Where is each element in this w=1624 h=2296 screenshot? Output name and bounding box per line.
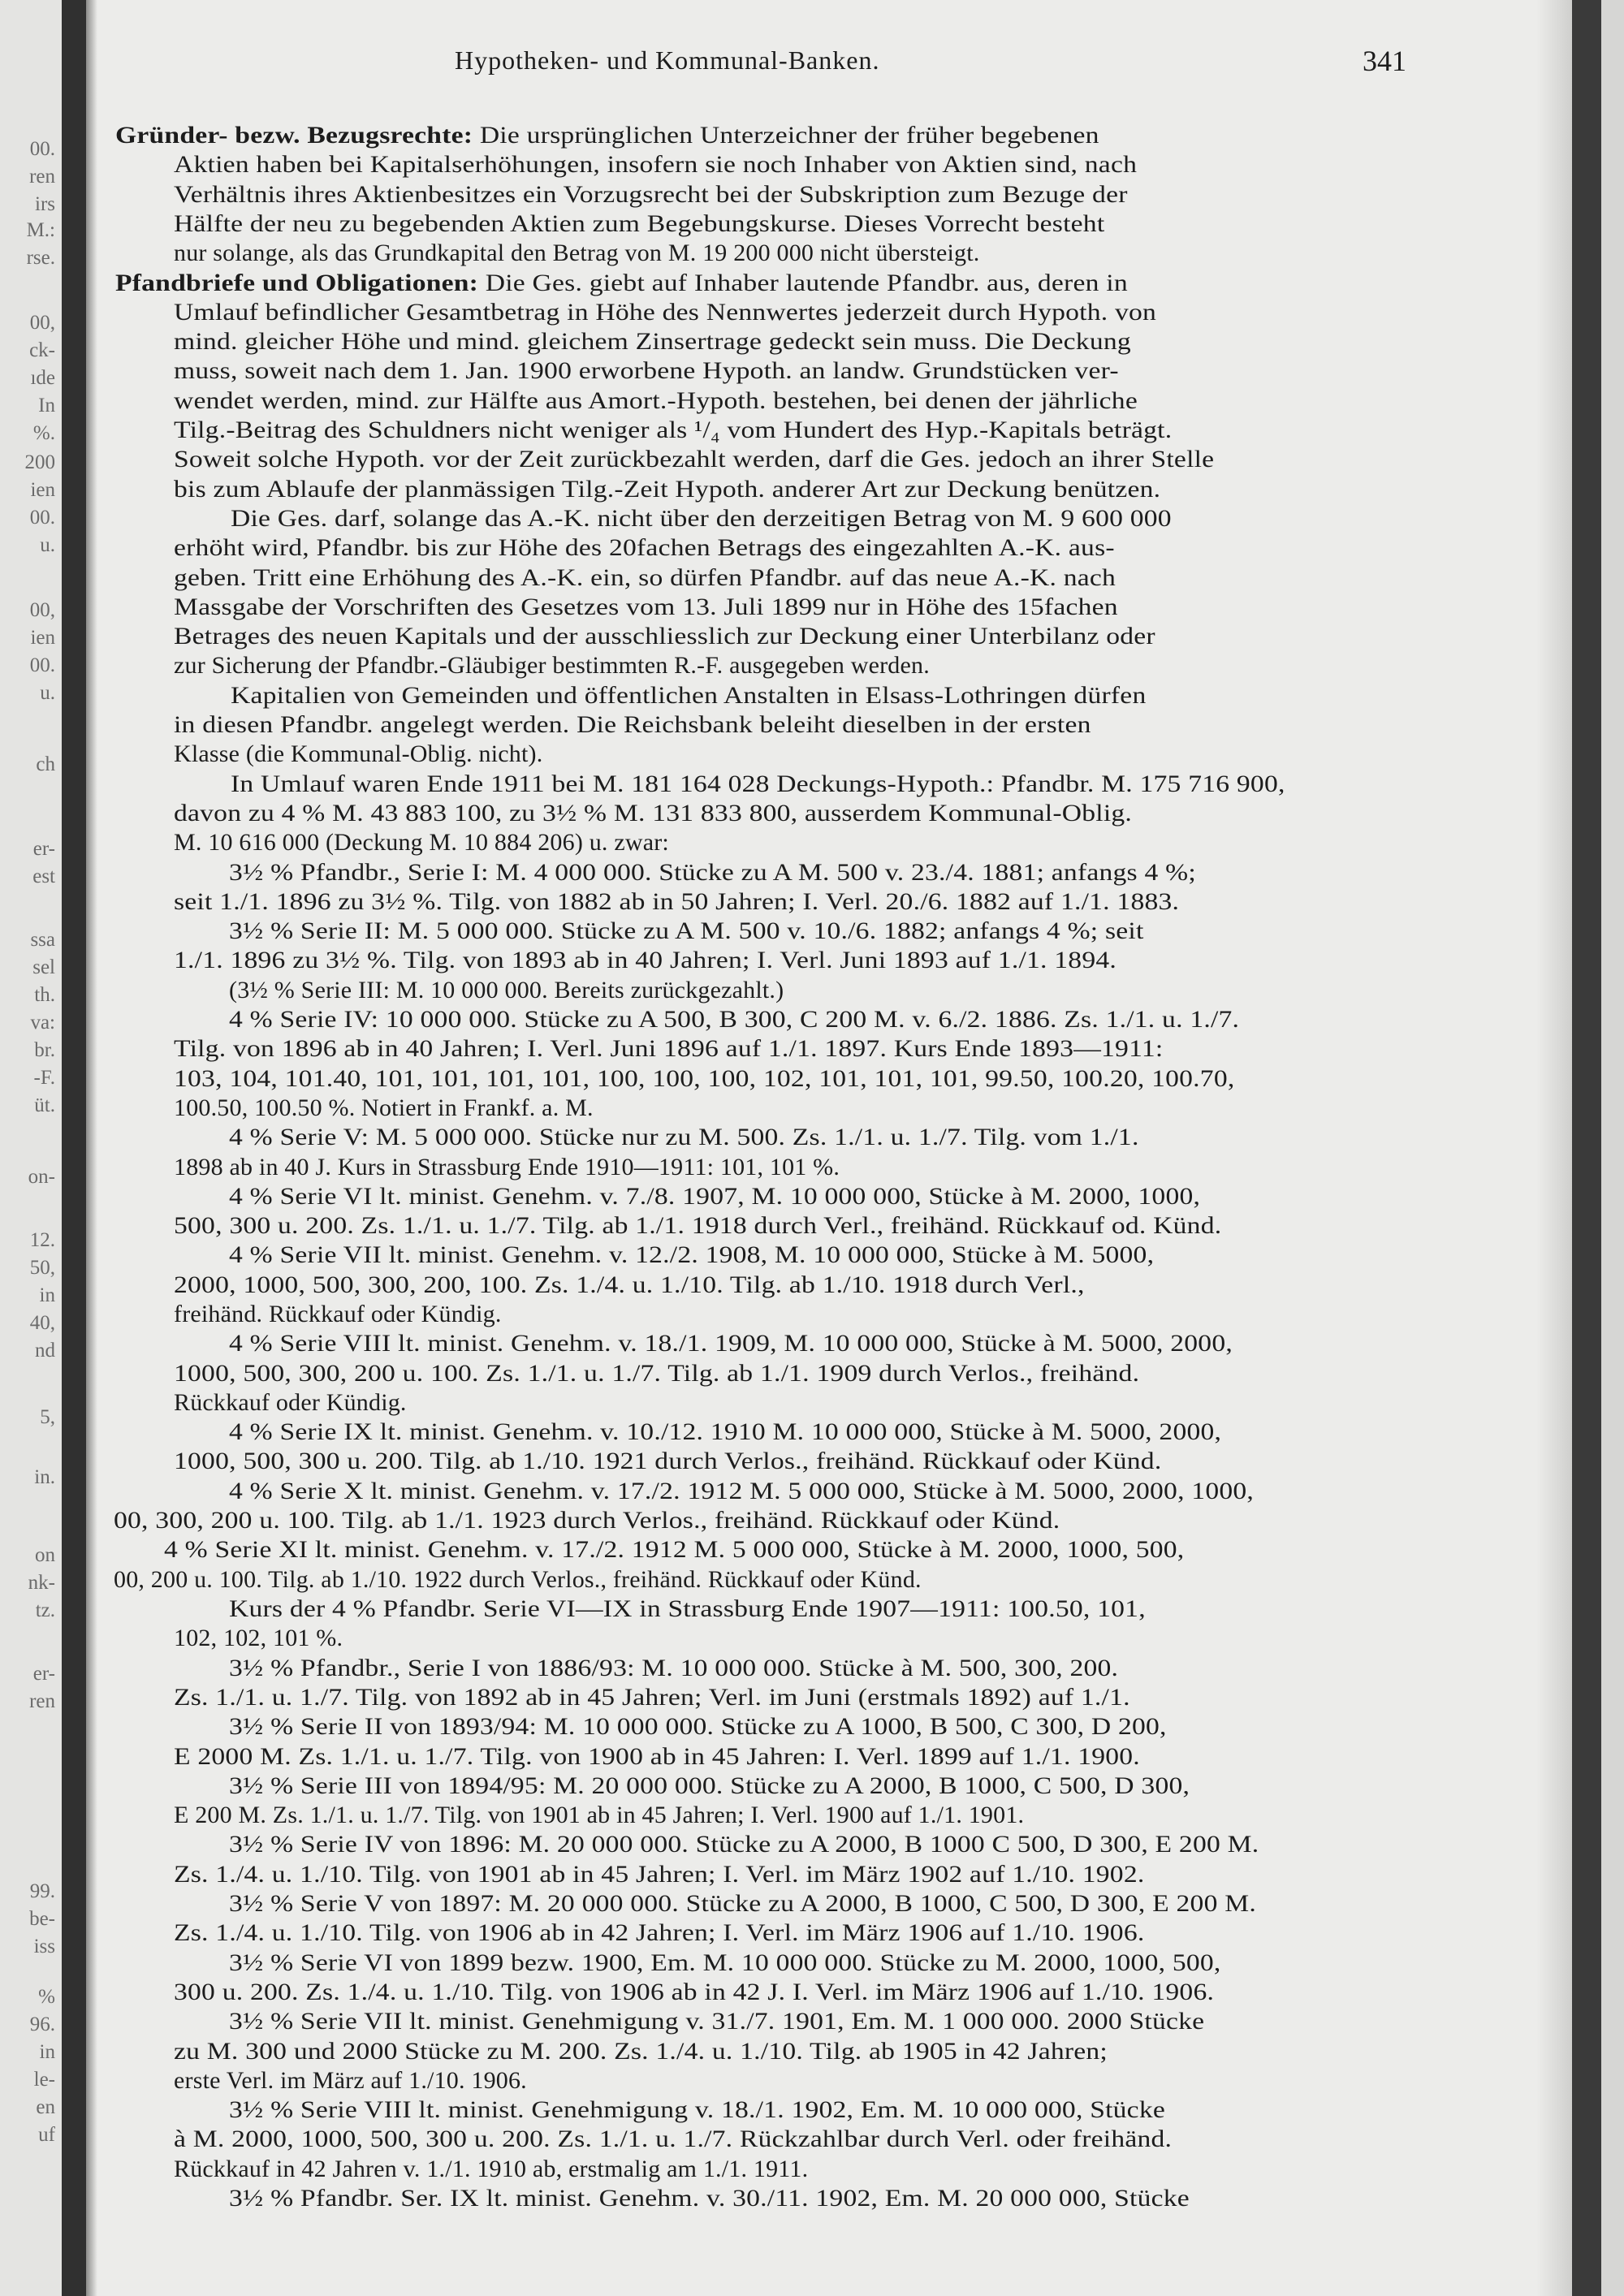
section-text: Die Ges. giebt auf Inhaber lautende Pfandbr. aus, deren in bbox=[478, 270, 1128, 296]
margin-fragment: on- bbox=[28, 1166, 55, 1188]
text-line: Kurs der 4 % Pfandbr. Serie VI—IX in Strassburg Ende 1907—1911: 100.50, 101, bbox=[229, 1595, 1146, 1622]
text-line: 00, 300, 200 u. 100. Tilg. ab 1./1. 1923 durch Verlos., freihänd. Rückkauf oder Künd. bbox=[114, 1507, 1060, 1534]
text-line: 1000, 500, 300, 200 u. 100. Zs. 1./1. u. 1./7. Tilg. ab 1./1. 1909 durch Verlos., freihänd. bbox=[174, 1360, 1140, 1387]
text-line: M. 10 616 000 (Deckung M. 10 884 206) u. zwar: bbox=[174, 829, 669, 856]
text-line: 1000, 500, 300 u. 200. Tilg. ab 1./10. 1921 durch Verlos., freihänd. Rückkauf oder Künd. bbox=[174, 1448, 1162, 1474]
text-line: zur Sicherung der Pfandbr.-Gläubiger bestimmten R.-F. ausgegeben werden. bbox=[174, 652, 930, 679]
margin-fragment: u. bbox=[40, 682, 55, 704]
margin-fragment: ien bbox=[30, 479, 55, 501]
text-line: Zs. 1./4. u. 1./10. Tilg. von 1901 ab in 45 Jahren; I. Verl. im März 1902 auf 1./10. 1902. bbox=[174, 1861, 1145, 1888]
margin-fragment: 00. bbox=[29, 654, 55, 676]
margin-fragment: en bbox=[36, 2096, 55, 2118]
margin-fragment: üt. bbox=[34, 1094, 55, 1116]
margin-fragment: ren bbox=[29, 1690, 55, 1712]
text-line: 4 % Serie VI lt. minist. Genehm. v. 7./8. 1907, M. 10 000 000, Stücke à M. 2000, 1000, bbox=[229, 1183, 1201, 1210]
book-gutter-right bbox=[1572, 0, 1601, 2296]
margin-fragment: ren bbox=[29, 166, 55, 188]
text-line: E 200 M. Zs. 1./1. u. 1./7. Tilg. von 1901 ab in 45 Jahren; I. Verl. 1900 auf 1./1. 1901. bbox=[174, 1802, 1025, 1828]
text-line: Die Ges. darf, solange das A.-K. nicht über den derzeitigen Betrag von M. 9 600 000 bbox=[231, 505, 1172, 532]
page-right-shade bbox=[1536, 0, 1572, 2296]
margin-fragment: ien bbox=[30, 627, 55, 649]
text-line: 500, 300 u. 200. Zs. 1./1. u. 1./7. Tilg. ab 1./1. 1918 durch Verl., freihänd. Rückkauf od. Künd. bbox=[174, 1212, 1222, 1239]
text-line: freihänd. Rückkauf oder Kündig. bbox=[174, 1301, 502, 1327]
margin-fragment: -F. bbox=[33, 1067, 55, 1089]
margin-fragment: ck- bbox=[29, 339, 55, 361]
margin-fragment: tz. bbox=[35, 1599, 55, 1621]
margin-fragment: 00, bbox=[29, 599, 55, 621]
text-line: Tilg.-Beitrag des Schuldners nicht weniger als ¹/₄ vom Hundert des Hyp.-Kapitals beträgt. bbox=[174, 416, 1173, 443]
margin-fragment: ıde bbox=[30, 367, 55, 389]
text-line: 3½ % Serie II von 1893/94: M. 10 000 000. Stücke zu A 1000, B 500, C 300, D 200, bbox=[229, 1713, 1167, 1740]
margin-fragment: nd bbox=[35, 1340, 55, 1362]
margin-fragment: 00. bbox=[29, 138, 55, 160]
text-line: 3½ % Pfandbr., Serie I von 1886/93: M. 10 000 000. Stücke à M. 500, 300, 200. bbox=[229, 1655, 1119, 1681]
text-line: Betrages des neuen Kapitals und der ausschliesslich zur Deckung einer Unterbilanz oder bbox=[174, 623, 1155, 650]
text-line: Hälfte der neu zu begebenden Aktien zum Begebungskurse. Dieses Vorrecht besteht bbox=[174, 210, 1105, 237]
section-heading: Pfandbriefe und Obligationen: bbox=[115, 270, 479, 296]
margin-fragment: er- bbox=[32, 838, 55, 860]
margin-fragment: %. bbox=[32, 422, 55, 444]
text-line: mind. gleicher Höhe und mind. gleichem Zinsertrage gedeckt sein muss. Die Deckung bbox=[174, 328, 1131, 355]
margin-fragment: 96. bbox=[29, 2013, 55, 2035]
margin-fragment: in. bbox=[34, 1466, 55, 1488]
margin-fragment: 200 bbox=[24, 451, 55, 473]
text-line: 2000, 1000, 500, 300, 200, 100. Zs. 1./4. u. 1./10. Tilg. ab 1./10. 1918 durch Verl., bbox=[174, 1271, 1085, 1298]
margin-fragment: 00, bbox=[29, 312, 55, 334]
margin-fragment: be- bbox=[29, 1908, 55, 1930]
text-line: bis zum Ablaufe der planmässigen Tilg.-Zeit Hypoth. anderer Art zur Deckung benützen. bbox=[174, 476, 1161, 503]
margin-fragment: M.: bbox=[26, 219, 55, 241]
previous-page-edge bbox=[0, 0, 62, 2296]
text-line: 1./1. 1896 zu 3½ %. Tilg. von 1893 ab in 40 Jahren; I. Verl. Juni 1893 auf 1./1. 1894. bbox=[174, 947, 1117, 973]
text-line: 3½ % Serie VII lt. minist. Genehmigung v. 31./7. 1901, Em. M. 1 000 000. 2000 Stücke bbox=[229, 2008, 1205, 2035]
text-line: 4 % Serie IX lt. minist. Genehm. v. 10./12. 1910 M. 10 000 000, Stücke à M. 5000, 2000, bbox=[229, 1418, 1222, 1445]
text-line: Zs. 1./4. u. 1./10. Tilg. von 1906 ab in 42 Jahren; I. Verl. im März 1906 auf 1./10. 1906. bbox=[174, 1919, 1145, 1946]
margin-fragment: 12. bbox=[29, 1229, 55, 1251]
section-text: Die ursprünglichen Unterzeichner der früher begebenen bbox=[473, 122, 1099, 149]
text-line: 3½ % Serie III von 1894/95: M. 20 000 000. Stücke zu A 2000, B 1000, C 500, D 300, bbox=[229, 1772, 1190, 1799]
margin-fragment: ssa bbox=[30, 929, 55, 951]
margin-fragment: iss bbox=[33, 1936, 55, 1957]
text-line: Zs. 1./1. u. 1./7. Tilg. von 1892 ab in 45 Jahren; Verl. im Juni (erstmals 1892) auf 1./1. bbox=[174, 1684, 1130, 1711]
text-line: 3½ % Serie V von 1897: M. 20 000 000. Stücke zu A 2000, B 1000, C 500, D 300, E 200 M. bbox=[229, 1890, 1256, 1917]
text-line bbox=[115, 122, 1099, 149]
margin-fragment: 99. bbox=[29, 1880, 55, 1902]
text-line: 1898 ab in 40 J. Kurs in Strassburg Ende 1910—1911: 101, 101 %. bbox=[174, 1154, 840, 1180]
margin-fragment: In bbox=[38, 395, 55, 416]
text-line: erhöht wird, Pfandbr. bis zur Höhe des 20fachen Betrags des eingezahlten A.-K. aus- bbox=[174, 534, 1115, 561]
text-line: nur solange, als das Grundkapital den Betrag von M. 19 200 000 nicht übersteigt. bbox=[174, 240, 980, 266]
margin-fragment: 50, bbox=[29, 1257, 55, 1279]
text-line: Soweit solche Hypoth. vor der Zeit zurückbezahlt werden, darf die Ges. jedoch an ihrer Stelle bbox=[174, 446, 1215, 473]
gutter-shadow bbox=[86, 0, 97, 2296]
text-line: Verhältnis ihres Aktienbesitzes ein Vorzugsrecht bei der Subskription zum Bezuge der bbox=[174, 181, 1128, 208]
text-line: 4 % Serie V: M. 5 000 000. Stücke nur zu M. 500. Zs. 1./1. u. 1./7. Tilg. vom 1./1. bbox=[229, 1124, 1139, 1150]
section-heading: Gründer- bezw. Bezugsrechte: bbox=[115, 122, 473, 149]
text-line: 102, 102, 101 %. bbox=[174, 1625, 343, 1651]
text-line: Aktien haben bei Kapitalserhöhungen, insofern sie noch Inhaber von Aktien sind, nach bbox=[174, 151, 1138, 178]
text-line: 4 % Serie XI lt. minist. Genehm. v. 17./2. 1912 M. 5 000 000, Stücke à M. 2000, 1000, 500, bbox=[164, 1536, 1185, 1563]
margin-fragment: in bbox=[39, 2041, 55, 2063]
text-line: E 2000 M. Zs. 1./1. u. 1./7. Tilg. von 1900 ab in 45 Jahren: I. Verl. 1899 auf 1./1. 1900. bbox=[174, 1743, 1140, 1770]
text-line: 4 % Serie VII lt. minist. Genehm. v. 12./2. 1908, M. 10 000 000, Stücke à M. 5000, bbox=[229, 1241, 1155, 1268]
book-gutter-left bbox=[62, 0, 86, 2296]
text-line: 3½ % Serie VIII lt. minist. Genehmigung v. 18./1. 1902, Em. M. 10 000 000, Stücke bbox=[229, 2096, 1165, 2123]
text-line: Massgabe der Vorschriften des Gesetzes vom 13. Juli 1899 nur in Höhe des 15fachen bbox=[174, 593, 1118, 620]
text-line: In Umlauf waren Ende 1911 bei M. 181 164 028 Deckungs-Hypoth.: Pfandbr. M. 175 716 900, bbox=[231, 770, 1285, 797]
margin-fragment: 00. bbox=[29, 507, 55, 529]
page-number: 341 bbox=[1363, 45, 1406, 77]
text-line: 3½ % Pfandbr. Ser. IX lt. minist. Genehm. v. 30./11. 1902, Em. M. 20 000 000, Stücke bbox=[229, 2185, 1190, 2212]
margin-fragment: uf bbox=[38, 2124, 55, 2146]
text-line: Klasse (die Kommunal-Oblig. nicht). bbox=[174, 740, 543, 767]
text-line: à M. 2000, 1000, 500, 300 u. 200. Zs. 1./1. u. 1./7. Rückzahlbar durch Verl. oder freihänd. bbox=[174, 2126, 1173, 2152]
text-line: muss, soweit nach dem 1. Jan. 1900 erworbene Hypoth. an landw. Grundstücken ver- bbox=[174, 357, 1119, 384]
text-line: erste Verl. im März auf 1./10. 1906. bbox=[174, 2067, 527, 2094]
text-line: seit 1./1. 1896 zu 3½ %. Tilg. von 1882 ab in 50 Jahren; I. Verl. 20./6. 1882 auf 1./1. 1883. bbox=[174, 888, 1180, 915]
margin-fragment: er- bbox=[32, 1663, 55, 1685]
margin-fragment: sel bbox=[32, 956, 55, 978]
text-line: Tilg. von 1896 ab in 40 Jahren; I. Verl. Juni 1896 auf 1./1. 1897. Kurs Ende 1893—1911: bbox=[174, 1035, 1164, 1062]
text-line: zu M. 300 und 2000 Stücke zu M. 200. Zs. 1./4. u. 1./10. Tilg. ab 1905 in 42 Jahren; bbox=[174, 2038, 1108, 2065]
text-line: Kapitalien von Gemeinden und öffentlichen Anstalten in Elsass-Lothringen dürfen bbox=[231, 682, 1147, 709]
text-line: 3½ % Serie II: M. 5 000 000. Stücke zu A M. 500 v. 10./6. 1882; anfangs 4 %; seit bbox=[229, 917, 1144, 944]
text-line: 100.50, 100.50 %. Notiert in Frankf. a. M. bbox=[174, 1094, 594, 1121]
text-line: 300 u. 200. Zs. 1./4. u. 1./10. Tilg. von 1906 ab in 42 J. I. Verl. im März 1906 auf 1./10. 1906. bbox=[174, 1979, 1215, 2005]
margin-fragment: th. bbox=[34, 984, 55, 1006]
margin-fragment: on bbox=[35, 1544, 55, 1566]
text-line: wendet werden, mind. zur Hälfte aus Amort.-Hypoth. bestehen, bei denen der jährliche bbox=[174, 387, 1138, 414]
margin-fragment: u. bbox=[40, 534, 55, 556]
text-line: 3½ % Serie IV von 1896: M. 20 000 000. Stücke zu A 2000, B 1000 C 500, D 300, E 200 M. bbox=[229, 1831, 1259, 1858]
margin-fragment: le- bbox=[33, 2069, 55, 2091]
margin-fragment: br. bbox=[34, 1039, 55, 1061]
margin-fragment: irs bbox=[35, 193, 55, 215]
text-line: (3½ % Serie III: M. 10 000 000. Bereits zurückgezahlt.) bbox=[229, 977, 784, 1003]
margin-fragment: ch bbox=[36, 753, 55, 775]
next-page-edge bbox=[1601, 0, 1624, 2296]
margin-fragment: va: bbox=[30, 1012, 55, 1034]
text-line: 4 % Serie VIII lt. minist. Genehm. v. 18./1. 1909, M. 10 000 000, Stücke à M. 5000, 2000, bbox=[229, 1330, 1233, 1357]
text-line bbox=[115, 270, 1128, 297]
text-line: davon zu 4 % M. 43 883 100, zu 3½ % M. 131 833 800, ausserdem Kommunal-Oblig. bbox=[174, 800, 1133, 826]
text-line: 4 % Serie X lt. minist. Genehm. v. 17./2. 1912 M. 5 000 000, Stücke à M. 5000, 2000, 1000, bbox=[229, 1478, 1255, 1504]
text-line: geben. Tritt eine Erhöhung des A.-K. ein, so dürfen Pfandbr. auf das neue A.-K. nach bbox=[174, 564, 1116, 591]
text-line: 103, 104, 101.40, 101, 101, 101, 101, 100, 100, 100, 102, 101, 101, 101, 99.50, 100.20, 100.70, bbox=[174, 1065, 1235, 1092]
margin-fragment: 5, bbox=[40, 1406, 55, 1428]
text-line: Rückkauf oder Kündig. bbox=[174, 1389, 407, 1416]
margin-fragment: est bbox=[32, 865, 55, 887]
text-line: 4 % Serie IV: 10 000 000. Stücke zu A 500, B 300, C 200 M. v. 6./2. 1886. Zs. 1./1. u. 1./7. bbox=[229, 1006, 1240, 1033]
text-line: 3½ % Serie VI von 1899 bezw. 1900, Em. M. 10 000 000. Stücke zu M. 2000, 1000, 500, bbox=[229, 1949, 1221, 1976]
margin-fragment: in bbox=[39, 1284, 55, 1306]
running-head: Hypotheken- und Kommunal-Banken. bbox=[455, 45, 880, 75]
text-line: 00, 200 u. 100. Tilg. ab 1./10. 1922 durch Verlos., freihänd. Rückkauf oder Künd. bbox=[114, 1566, 922, 1593]
margin-fragment: rse. bbox=[26, 247, 55, 269]
text-line: Rückkauf in 42 Jahren v. 1./1. 1910 ab, erstmalig am 1./1. 1911. bbox=[174, 2156, 809, 2182]
margin-fragment: % bbox=[38, 1986, 55, 2008]
text-line: 3½ % Pfandbr., Serie I: M. 4 000 000. Stücke zu A M. 500 v. 23./4. 1881; anfangs 4 %; bbox=[229, 859, 1196, 886]
margin-fragment: nk- bbox=[28, 1572, 55, 1594]
text-line: in diesen Pfandbr. angelegt werden. Die Reichsbank beleiht dieselben in der ersten bbox=[174, 711, 1091, 738]
text-line: Umlauf befindlicher Gesamtbetrag in Höhe des Nennwertes jederzeit durch Hypoth. von bbox=[174, 299, 1157, 326]
margin-fragment: 40, bbox=[29, 1312, 55, 1334]
